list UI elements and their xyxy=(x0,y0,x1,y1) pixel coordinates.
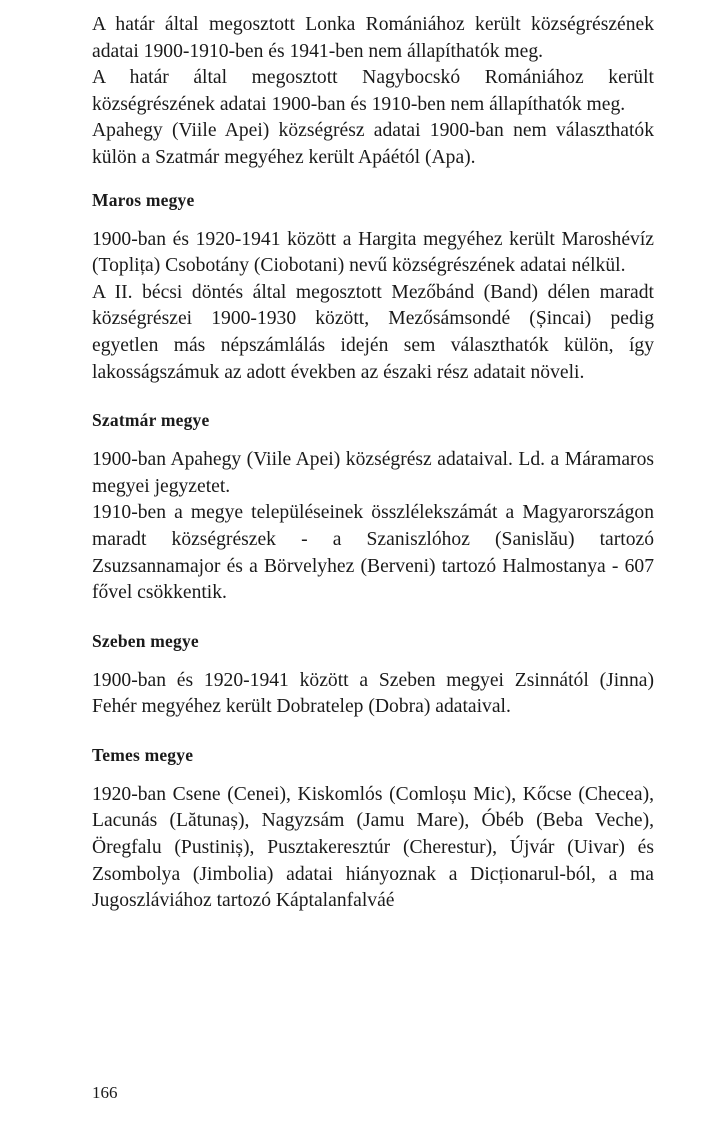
section-heading: Temes megye xyxy=(92,744,194,765)
intro-paragraph-apahegy: Apahegy (Viile Apei) községrész adatai 1900-ban nem választhatók külön a Szatmár megyéhez került Apáétól (Apa). xyxy=(92,120,654,168)
section-paragraph: 1900-ban Apahegy (Viile Apei) községrész adataival. Ld. a Máramaros megyei jegyzetet. xyxy=(92,449,654,497)
section-szeben xyxy=(92,628,654,721)
section-paragraph: 1900-ban és 1920-1941 között a Szeben megyei Zsinnától (Jinna) Fehér megyéhez került Dobratelep (Dobra) adataival. xyxy=(92,669,654,718)
section-szatmar xyxy=(92,407,654,607)
intro-block xyxy=(92,12,654,172)
intro-paragraph-nagybocsko: A határ által megosztott Nagybocskó Romániához került községrészének adatai 1900-ban és 1910-ben nem állapíthatók meg. xyxy=(92,67,654,115)
section-heading: Szeben megye xyxy=(92,630,199,651)
section-maros xyxy=(92,187,654,387)
page-body xyxy=(92,12,654,915)
section-temes xyxy=(92,742,654,915)
section-paragraph: 1910-ben a megye településeinek összlélekszámát a Magyarországon maradt községrészek - a Szaniszlóhoz (Sanislău) tartozó Zsuzsannamajor és a Börvelyhez (Berveni) tartozó Halmostanya - 607 fővel csökkentik. xyxy=(92,502,654,604)
intro-paragraph-lonka: A határ által megosztott Lonka Romániához került községrészének adatai 1900-1910-ben és 1941-ben nem állapíthatók meg. xyxy=(92,14,654,62)
section-heading: Szatmár megye xyxy=(92,410,210,431)
page-number: 166 xyxy=(92,1083,118,1102)
section-paragraph: A II. bécsi döntés által megosztott Mezőbánd (Band) délen maradt községrészei 1900-1930 között, Mezősámsondé (Șincai) pedig egyetlen más népszámlálás idején sem választhatók külön, így lakosságszámuk az adott években az északi rész adatait növeli. xyxy=(92,281,654,383)
section-paragraph: 1900-ban és 1920-1941 között a Hargita megyéhez került Maroshévíz (Toplița) Csobotány (Ciobotani) nevű községrészének adatai nélkül. xyxy=(92,228,654,277)
section-paragraph: 1920-ban Csene (Cenei), Kiskomlós (Comloșu Mic), Kőcse (Checea), Lacunás (Lătunaș), Nagyzsám (Jamu Mare), Óbéb (Beba Veche), Öregfalu (Pustiniș), Pusztakeresztúr (Cherestur), Újvár (Uivar) és Zsombolya (Jimbolia) adatai hiányoznak a Dicționarul-ból, a ma Jugoszláviához tartozó Káptalanfalváé xyxy=(92,783,654,912)
section-heading: Maros megye xyxy=(92,189,195,210)
